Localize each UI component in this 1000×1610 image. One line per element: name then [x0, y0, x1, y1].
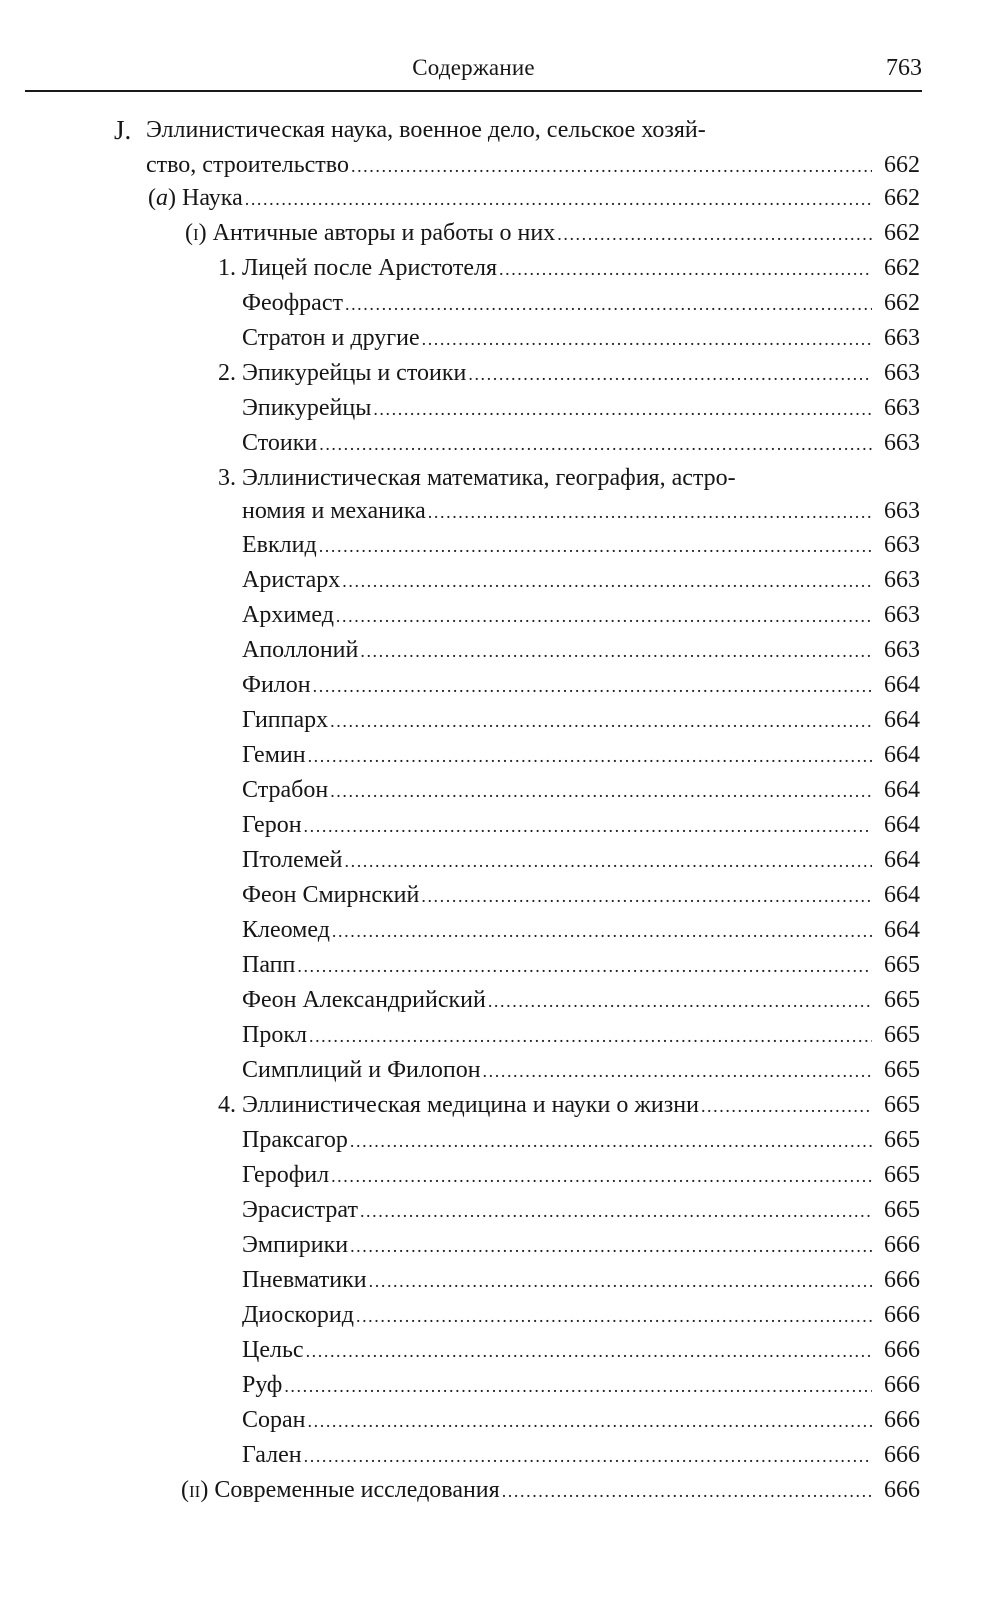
toc-entry-chapter-2[interactable] — [218, 357, 920, 392]
toc-entry[interactable] — [242, 1369, 920, 1404]
dot-leader — [345, 845, 873, 877]
toc-entry-leader-line — [242, 1404, 920, 1439]
dot-leader — [502, 1475, 872, 1507]
dot-leader — [557, 218, 872, 250]
toc-entry[interactable] — [242, 392, 920, 427]
toc-entry-leader-line — [242, 427, 920, 462]
toc-entry-chapter-1[interactable] — [218, 252, 920, 287]
toc-entry-leader-line — [242, 1159, 920, 1194]
toc-page-number: 663 — [884, 602, 920, 628]
toc-entry-leader-line — [242, 1264, 920, 1299]
toc-entry-leader-line — [242, 322, 920, 357]
chapter-number: 2. — [218, 360, 236, 386]
toc-page-number: 662 — [884, 220, 920, 246]
part-roman-numeral: ii — [189, 1477, 201, 1503]
toc-entry[interactable] — [242, 1404, 920, 1439]
toc-entry-label: Античные авторы и работы о них — [212, 220, 556, 246]
toc-entry-leader-line — [242, 1124, 920, 1159]
dot-leader — [483, 1055, 872, 1087]
toc-page-number: 662 — [884, 255, 920, 281]
toc-entry-leader-line — [242, 495, 920, 530]
dot-leader — [350, 1125, 872, 1157]
toc-entry-title — [185, 217, 555, 249]
toc-page-number: 664 — [884, 847, 920, 873]
toc-entry[interactable] — [242, 287, 920, 322]
toc-entry-leader-line — [148, 182, 920, 217]
dot-leader — [297, 950, 872, 982]
toc-entry-leader-line — [242, 704, 920, 739]
toc-page-number: 662 — [884, 185, 920, 211]
toc-entry[interactable] — [242, 984, 920, 1019]
toc-page-number: 665 — [884, 987, 920, 1013]
toc-entry-title-line1: Эллинистическая наука, военное дело, сельское хозяй- — [146, 117, 706, 143]
toc-entry-label: Лицей после Аристотеля — [242, 255, 498, 281]
toc-entry-leader-line — [242, 287, 920, 322]
toc-entry[interactable] — [242, 599, 920, 634]
toc-page-number: 662 — [884, 290, 920, 316]
toc-page-number: 666 — [884, 1337, 920, 1363]
toc-entry[interactable] — [242, 1159, 920, 1194]
chapter-number: 4. — [218, 1092, 236, 1118]
toc-entry-label: Птолемей — [242, 847, 343, 873]
toc-entry-label: Эпикурейцы и стоики — [242, 360, 467, 386]
toc-entry-label: Наука — [182, 185, 243, 211]
toc-entry-leader-line — [146, 149, 920, 184]
toc-entry-leader-line — [218, 252, 920, 287]
toc-entry-label: Симплиций и Филопон — [242, 1057, 481, 1083]
toc-entry-leader-line — [218, 1089, 920, 1124]
toc-entry-leader-line — [242, 599, 920, 634]
toc-page-number: 663 — [884, 395, 920, 421]
toc-entry[interactable] — [242, 879, 920, 914]
marker-open-paren: ( — [185, 220, 193, 246]
toc-page-number: 663 — [884, 637, 920, 663]
toc-entry-part-i[interactable] — [185, 217, 920, 252]
toc-entry-leader-line — [242, 739, 920, 774]
toc-entry-leader-line — [185, 217, 920, 252]
toc-entry-leader-line — [242, 949, 920, 984]
toc-entry-leader-line — [242, 1439, 920, 1474]
toc-entry-leader-line — [242, 879, 920, 914]
toc-entry[interactable] — [242, 1194, 920, 1229]
dot-leader — [330, 705, 872, 737]
toc-entry-title — [218, 1089, 699, 1121]
toc-page-number: 665 — [884, 1162, 920, 1188]
toc-entry-label: Аполлоний — [242, 637, 359, 663]
toc-entry-label: Филон — [242, 672, 311, 698]
toc-entry-leader-line — [242, 984, 920, 1019]
toc-entry[interactable] — [242, 669, 920, 704]
toc-page-number: 664 — [884, 882, 920, 908]
toc-entry-label: Страбон — [242, 777, 329, 803]
toc-entry-title-line2: номия и механика — [242, 498, 426, 524]
toc-entry-leader-line — [242, 914, 920, 949]
chapter-number: 1. — [218, 255, 236, 281]
toc-page-number: 666 — [884, 1442, 920, 1468]
toc-entry-label: Эпикурейцы — [242, 395, 372, 421]
dot-leader — [330, 775, 872, 807]
dot-leader — [350, 1230, 872, 1262]
dot-leader — [345, 288, 872, 320]
dot-leader — [313, 670, 872, 702]
dot-leader — [308, 1405, 872, 1437]
toc-entry-subsection-a[interactable] — [148, 182, 920, 217]
dot-leader — [308, 740, 872, 772]
toc-page-number: 663 — [884, 498, 920, 524]
dot-leader — [304, 810, 872, 842]
toc-entry-chapter-3[interactable] — [218, 462, 920, 530]
toc-entry-label: Руф — [242, 1372, 283, 1398]
marker-close-paren: ) — [198, 220, 207, 246]
toc-entry-label: Эллинистическая медицина и науки о жизни — [242, 1092, 699, 1118]
toc-entry-leader-line — [242, 1369, 920, 1404]
toc-entry-title — [181, 1474, 500, 1506]
toc-page-number: 663 — [884, 430, 920, 456]
toc-entry-leader-line — [242, 564, 920, 599]
toc-entry-label: Папп — [242, 952, 296, 978]
dot-leader — [428, 496, 872, 528]
toc-entry-leader-line — [242, 669, 920, 704]
toc-entry-label: Гиппарх — [242, 707, 329, 733]
dot-leader — [284, 1370, 872, 1402]
dot-leader — [309, 1020, 872, 1052]
toc-page-number: 663 — [884, 567, 920, 593]
dot-leader — [369, 1265, 872, 1297]
dot-leader — [332, 915, 872, 947]
toc-entry-leader-line — [242, 1019, 920, 1054]
toc-page-number: 664 — [884, 672, 920, 698]
toc-entry[interactable] — [242, 1264, 920, 1299]
dot-leader — [319, 530, 872, 562]
dot-leader — [373, 393, 872, 425]
toc-entry[interactable] — [242, 1054, 920, 1089]
toc-entry[interactable] — [242, 322, 920, 357]
toc-entry-leader-line — [242, 844, 920, 879]
toc-entry-leader-line — [242, 1054, 920, 1089]
toc-entry-leader-line — [242, 1299, 920, 1334]
toc-entry-leader-line — [242, 809, 920, 844]
toc-entry[interactable] — [242, 427, 920, 462]
toc-entry[interactable] — [242, 529, 920, 564]
dot-leader — [306, 1335, 872, 1367]
toc-page-number: 664 — [884, 777, 920, 803]
toc-entry-label: Архимед — [242, 602, 334, 628]
toc-entry-label: Праксагор — [242, 1127, 348, 1153]
toc-entry-label: Эрасистрат — [242, 1197, 358, 1223]
dot-leader — [245, 183, 872, 215]
toc-entry-label: Стратон и другие — [242, 325, 420, 351]
toc-entry-label: Пневматики — [242, 1267, 367, 1293]
toc-entry[interactable] — [242, 774, 920, 809]
dot-leader — [342, 565, 872, 597]
toc-page-number: 665 — [884, 1022, 920, 1048]
toc-entry-label: Гален — [242, 1442, 302, 1468]
toc-page-number: 666 — [884, 1267, 920, 1293]
toc-entry-label: Стоики — [242, 430, 318, 456]
toc-page-number: 665 — [884, 952, 920, 978]
toc-entry-label: Современные исследования — [214, 1477, 500, 1503]
dot-leader — [331, 1160, 872, 1192]
toc-entry-label: Соран — [242, 1407, 306, 1433]
dot-leader — [356, 1300, 872, 1332]
dot-leader — [336, 600, 872, 632]
toc-entry-label: Герофил — [242, 1162, 330, 1188]
toc-page-number: 664 — [884, 742, 920, 768]
toc-entry-label: Диоскорид — [242, 1302, 354, 1328]
toc-page-number: 665 — [884, 1092, 920, 1118]
toc-entry-leader-line — [242, 1229, 920, 1264]
toc-page-number: 666 — [884, 1407, 920, 1433]
dot-leader — [499, 253, 872, 285]
toc-entry-leader-line — [242, 1334, 920, 1369]
toc-entry-label: Прокл — [242, 1022, 307, 1048]
toc-entry[interactable] — [242, 1124, 920, 1159]
toc-page-number: 665 — [884, 1197, 920, 1223]
toc-entry[interactable] — [242, 564, 920, 599]
page-number: 763 — [886, 55, 922, 81]
toc-entry-leader-line — [181, 1474, 920, 1509]
toc-entry-title-line1: Эллинистическая математика, география, астро- — [242, 465, 736, 491]
toc-entry-title — [218, 357, 466, 389]
toc-page-number: 664 — [884, 917, 920, 943]
toc-entry-leader-line — [242, 774, 920, 809]
toc-entry-chapter-4[interactable] — [218, 1089, 920, 1124]
toc-page-number: 666 — [884, 1232, 920, 1258]
toc-entry[interactable] — [242, 914, 920, 949]
toc-page-number: 662 — [884, 152, 920, 178]
toc-page-number: 664 — [884, 707, 920, 733]
toc-entry-title — [148, 182, 243, 214]
marker-open-paren: ( — [148, 185, 156, 211]
toc-entry[interactable] — [242, 949, 920, 984]
toc-entry[interactable] — [242, 1299, 920, 1334]
dot-leader — [468, 358, 872, 390]
marker-close-paren: ) — [200, 1477, 209, 1503]
dot-leader — [360, 1195, 872, 1227]
subsection-letter: a — [156, 185, 168, 211]
toc-entry-label: Клеомед — [242, 917, 330, 943]
toc-entry[interactable] — [242, 809, 920, 844]
toc-entry[interactable] — [242, 704, 920, 739]
part-roman-numeral: i — [193, 220, 199, 246]
toc-page-number: 665 — [884, 1127, 920, 1153]
toc-entry-section-j[interactable] — [114, 114, 920, 184]
toc-entry[interactable] — [242, 739, 920, 774]
toc-entry[interactable] — [242, 634, 920, 669]
toc-entry-label: Аристарх — [242, 567, 341, 593]
dot-leader — [360, 635, 872, 667]
toc-entry-label: Феон Александрийский — [242, 987, 486, 1013]
dot-leader — [422, 323, 872, 355]
toc-entry-leader-line — [242, 634, 920, 669]
toc-entry-label: Феон Смирнский — [242, 882, 420, 908]
toc-entry-label: Феофраст — [242, 290, 343, 316]
toc-page-number: 666 — [884, 1302, 920, 1328]
toc-page-number: 665 — [884, 1057, 920, 1083]
toc-entry-label: Эмпирики — [242, 1232, 349, 1258]
toc-entry-title-line2: ство, строительство — [146, 152, 349, 178]
toc-entry-label: Герон — [242, 812, 302, 838]
dot-leader — [421, 880, 872, 912]
toc-entry-label: Евклид — [242, 532, 317, 558]
toc-page-number: 663 — [884, 360, 920, 386]
toc-entry-label: Цельс — [242, 1337, 304, 1363]
dot-leader — [488, 985, 872, 1017]
toc-entry[interactable] — [242, 1019, 920, 1054]
toc-page-number: 666 — [884, 1372, 920, 1398]
toc-entry-label: Гемин — [242, 742, 306, 768]
marker-open-paren: ( — [181, 1477, 189, 1503]
toc-page-number: 664 — [884, 812, 920, 838]
toc-entry-leader-line — [242, 392, 920, 427]
toc-entry[interactable] — [242, 1439, 920, 1474]
dot-leader — [701, 1090, 872, 1122]
chapter-number: 3. — [218, 465, 236, 491]
toc-page-number: 663 — [884, 532, 920, 558]
toc-entry-part-ii[interactable] — [181, 1474, 920, 1509]
toc-entry-leader-line — [242, 529, 920, 564]
toc-entry-leader-line — [218, 357, 920, 392]
dot-leader — [304, 1440, 872, 1472]
section-marker: J. — [114, 115, 132, 145]
toc-entry[interactable] — [242, 1229, 920, 1264]
dot-leader — [351, 150, 872, 182]
toc-page-number: 663 — [884, 325, 920, 351]
running-title: Содержание — [412, 55, 535, 80]
toc-entry[interactable] — [242, 1334, 920, 1369]
marker-close-paren: ) — [168, 185, 176, 211]
toc-entry[interactable] — [242, 844, 920, 879]
toc-page-number: 666 — [884, 1477, 920, 1503]
toc-entry-title — [218, 252, 497, 284]
toc-entry-leader-line — [242, 1194, 920, 1229]
dot-leader — [319, 428, 872, 460]
